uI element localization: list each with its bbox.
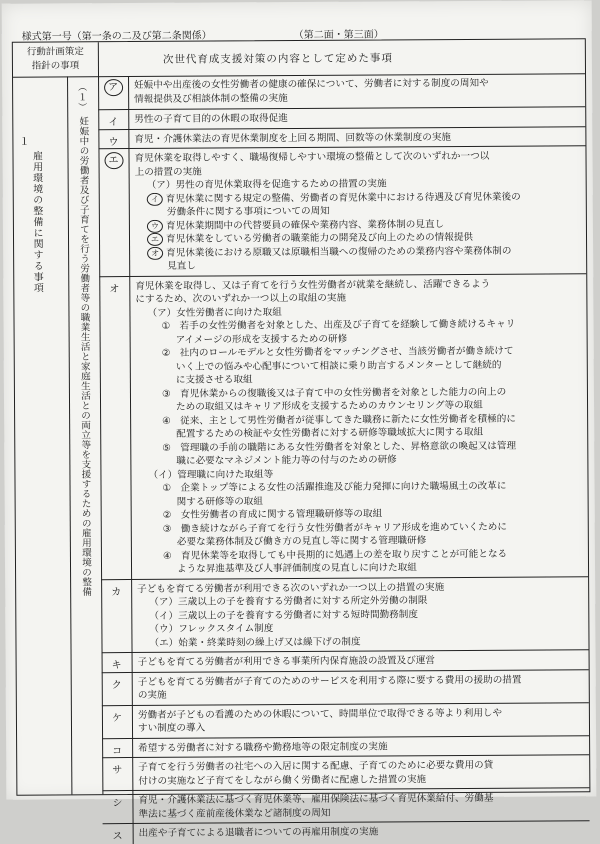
sub-mark: ① [162,482,172,494]
measure-mark [99,277,132,580]
measure-line: 男性の子育て目的の休暇の取得促進 [134,113,288,126]
sub-item-text: 働き続けながら子育てを行う女性労働者がキャリア形成を進めていくために [180,521,507,535]
sub-mark: （イ） [149,610,179,622]
sub-item [135,257,580,273]
measure-text [139,824,584,840]
measure-line: 子どもを育てる労働者が利用できる事業所内保育施設の設置及び運営 [137,655,436,668]
measure-row [99,273,588,580]
sub-item-text: 配置するための検証や女性労働者に対する研修等職域拡大に関する取組 [176,426,484,440]
measure-line: 子どもを育てる労働者が子育てのためのサービスを利用する際に要する費用の援助の措置 [137,674,522,688]
measure-line: 妊娠中や出産後の女性労働者の健康の確保について、労働者に対する制度の周知や [134,77,489,92]
mark-label: ウ [108,136,119,148]
measure-line: 情報提供及び相談体制の整備の実施 [134,92,288,105]
measure-text [138,673,583,703]
sub-mark: （ア） [146,179,176,191]
mark-label: ス [112,831,123,843]
measure-text [138,653,583,669]
mark-label: キ [111,660,122,672]
measure-text [134,76,579,106]
measure-mark [103,824,134,844]
circled-sub-mark: ウ [147,219,163,232]
measure-line: 育児・介護休業法の育児休業制度を上回る期間、回数等の休業制度の実施 [134,131,452,145]
mark-label: ク [111,679,122,691]
measure-row [103,820,590,843]
sub-item-text: アイメージの形成を支援するための研修 [175,333,348,346]
measure-text [135,277,582,577]
sub-item-text: フレックスタイム制度 [178,623,274,635]
sub-item-text: 女性労働者の育成に関する管理職研修等の取組 [180,508,383,521]
measure-text [134,130,579,146]
sub-item-text: 育児休業期間中の代替要員の確保や業務内容、業務体制の見直し [165,218,445,232]
measure-mark [101,580,132,654]
circled-sub-mark: オ [147,246,163,259]
measure-mark [98,76,129,109]
measures-header: 次世代育成支援対策の内容として定めた事項 [162,52,393,66]
section-number: １ [19,136,30,148]
sub-mark: ⑤ [162,442,171,454]
sub-item-text: 管理職に向けた取組等 [177,468,274,481]
measure-mark [102,791,133,824]
sub-item-text: いく上での悩みや心配事について相談に乗り助言するメンターとして継続的 [175,359,502,373]
sub-item-text: 必要な業務体制及び働き方の見直し等に関する管理職研修 [176,535,427,548]
measure-row [98,73,585,109]
sub-item [136,439,581,455]
measure-line: 上の措置の実施 [134,166,202,178]
sub-item-text: 企業トップ等による女性の活躍推進及び能力発揮に向けた職場風土の改革に [180,480,507,494]
circled-sub-mark: エ [147,233,163,246]
measure-row [102,754,589,791]
measure-text [138,739,583,755]
sub-mark: ② [161,347,171,359]
measure-text [138,791,583,821]
sub-mark: （イ） [148,469,178,481]
measure-line: 育児・介護休業法に基づく育児休業等、雇用保険法に基づく育児休業給付、労働基 [138,792,494,806]
section-label: 雇用環境の整備に関する事項 [30,150,43,294]
sub-item-text: 労働条件に関する事項についての周知 [166,205,330,218]
measure-text [138,706,583,736]
sub-mark: （ウ） [149,623,179,635]
sub-item [137,560,582,576]
measure-mark [98,149,130,277]
sub-item-text: 育児休業後における原職又は原職相当職への復帰のための業務内容や業務体制の [166,245,512,259]
measure-text [137,580,582,650]
measure-mark [102,758,133,791]
subsection-number: （１） [76,82,87,113]
sub-mark: ④ [162,415,171,427]
mark-label: サ [112,765,123,777]
sub-mark: ③ [162,523,172,535]
measure-mark [102,739,133,759]
sub-item-text: 育児休業に関する規定の整備、労働者の育児休業中における待遇及び育児休業後の [165,191,521,205]
measure-line: 労働者が子どもの看護のための休暇について、時間単位で取得できる等より利用しや [137,707,503,721]
sub-item-text: ような昇進基準及び人事評価制度の見直しに向けた取組 [176,562,417,575]
measure-line: すい制度の導入 [137,722,206,734]
sub-mark: （ア） [149,596,179,608]
section-column [13,76,72,794]
sub-item-text: 見直し [167,260,196,272]
measure-row [102,702,589,739]
sub-item-text: に支援させる取組 [175,374,253,386]
mark-label: ケ [111,712,122,724]
document-sheet [2,0,597,843]
sub-item [136,317,581,333]
measure-line: 子どもを育てる労働者が利用できる次のいずれか一つ以上の措置の実施 [137,581,445,595]
measure-line: の実施 [137,689,167,701]
sub-item-text: 職に必要なマネジメント能力等の付与のための研修 [176,454,397,467]
measure-line: 育児休業を取得しやすく、職場復帰しやすい環境の整備として次のいずれか一つ以 [134,150,490,165]
circled-mark: エ [104,152,123,169]
sub-item-text: 管理職の手前の職階にある女性労働者を対象とした、昇格意欲の喚起又は管理 [180,440,517,454]
sub-item-text: 育児休業をしている労働者の職業能力の開発及び向上のための情報提供 [165,231,474,245]
mark-label: コ [112,745,123,757]
measure-line: 準法に基づく産前産後休業など諸制度の周知 [138,807,331,820]
sub-mark: （ア） [147,307,177,319]
measure-line: 付けの実施など子育てをしながら働く労働者に配慮した措置の実施 [138,773,427,787]
measure-line: にするため、次のいずれか一つ以上の取組の実施 [135,292,347,305]
guideline-header [13,42,99,80]
guideline-header-line1: 行動計画策定 [26,46,84,58]
measures-table [12,38,591,843]
measure-line: 希望する労働者に対する職務や勤務地等の限定制度の実施 [138,740,388,754]
mark-label: カ [111,586,122,598]
sub-item-text: 若手の女性労働者を対象とした、出産及び子育てを経験して働き続けるキャリ [179,318,516,332]
mark-label: イ [108,117,119,129]
measure-row [102,787,589,824]
measure-mark [98,130,129,150]
form-title: 様式第一号（第一条の二及び第二条関係） [21,30,212,43]
circled-mark: ア [104,79,123,96]
subsection-label: 妊娠中の労働者及び子育てを行う労働者等の職業生活と家庭生活との両立等を支援するための雇用環境の整備 [77,116,92,597]
sub-mark: ④ [162,550,172,562]
sub-item-text: 育児休業からの復職後又は子育て中の女性労働者を対象とした能力の向上の [179,386,507,400]
measure-line: 出産や子育てによる退職者についての再雇用制度の実施 [138,826,379,839]
sub-item [136,412,581,428]
guideline-header-line2: 指針の事項 [31,60,80,72]
measure-text [138,758,583,788]
measure-mark [102,653,133,673]
sub-mark: （エ） [149,637,179,649]
sub-mark: ③ [161,388,171,400]
page-indicator: （第二面・第三面） [293,29,384,42]
sub-item-text: 始業・終業時刻の繰上げ又は繰下げの制度 [178,636,361,649]
sub-item-text: ための取組又はキャリア形成を支援するためのカウンセリング等の取組 [176,399,483,413]
sub-item-text: 関する研修等の取組 [176,495,263,508]
measure-row [98,145,586,276]
table-header [13,39,585,77]
sub-item-text: 育児休業等を取得しても中長期的に処遇上の差を取り戻すことが可能となる [180,548,508,562]
sub-item-text: 女性労働者に向けた取組 [176,306,282,319]
mark-label: オ [109,283,120,295]
mark-label: シ [112,798,123,810]
sub-item-text: 社内のロールモデルと女性労働者をマッチングさせ、当該労働者が働き続けて [179,345,514,359]
sub-mark: ② [162,509,172,521]
measure-mark [102,673,133,706]
measure-text [134,149,580,273]
measure-text [134,110,579,126]
sub-mark: ① [161,320,171,332]
measure-line: 育児休業を取得し、又は子育てを行う女性労働者が就業を継続し、活躍できるよう [135,278,491,292]
measure-mark [98,110,129,130]
circled-sub-mark: イ [147,192,163,205]
sub-item-text: 従来、主として男性労働者が従事してきた職務に新たに女性労働者を積極的に [180,413,516,427]
sub-item [135,190,580,206]
measure-mark [102,706,133,739]
sub-item-text: 三歳以上の子を養育する労働者に対する短時間勤務制度 [178,608,418,622]
sub-item-text: 三歳以上の子を養育する労働者に対する所定外労働の制限 [177,595,428,608]
measure-line: 子育てを行う労働者の社宅への入居に関する配慮、子育てのために必要な費用の貸 [138,759,494,773]
measure-row [102,669,589,706]
measure-row [101,576,588,653]
sub-item-text: 男性の育児休業取得を促進するための措置の実施 [175,178,387,191]
sub-item [137,634,582,650]
